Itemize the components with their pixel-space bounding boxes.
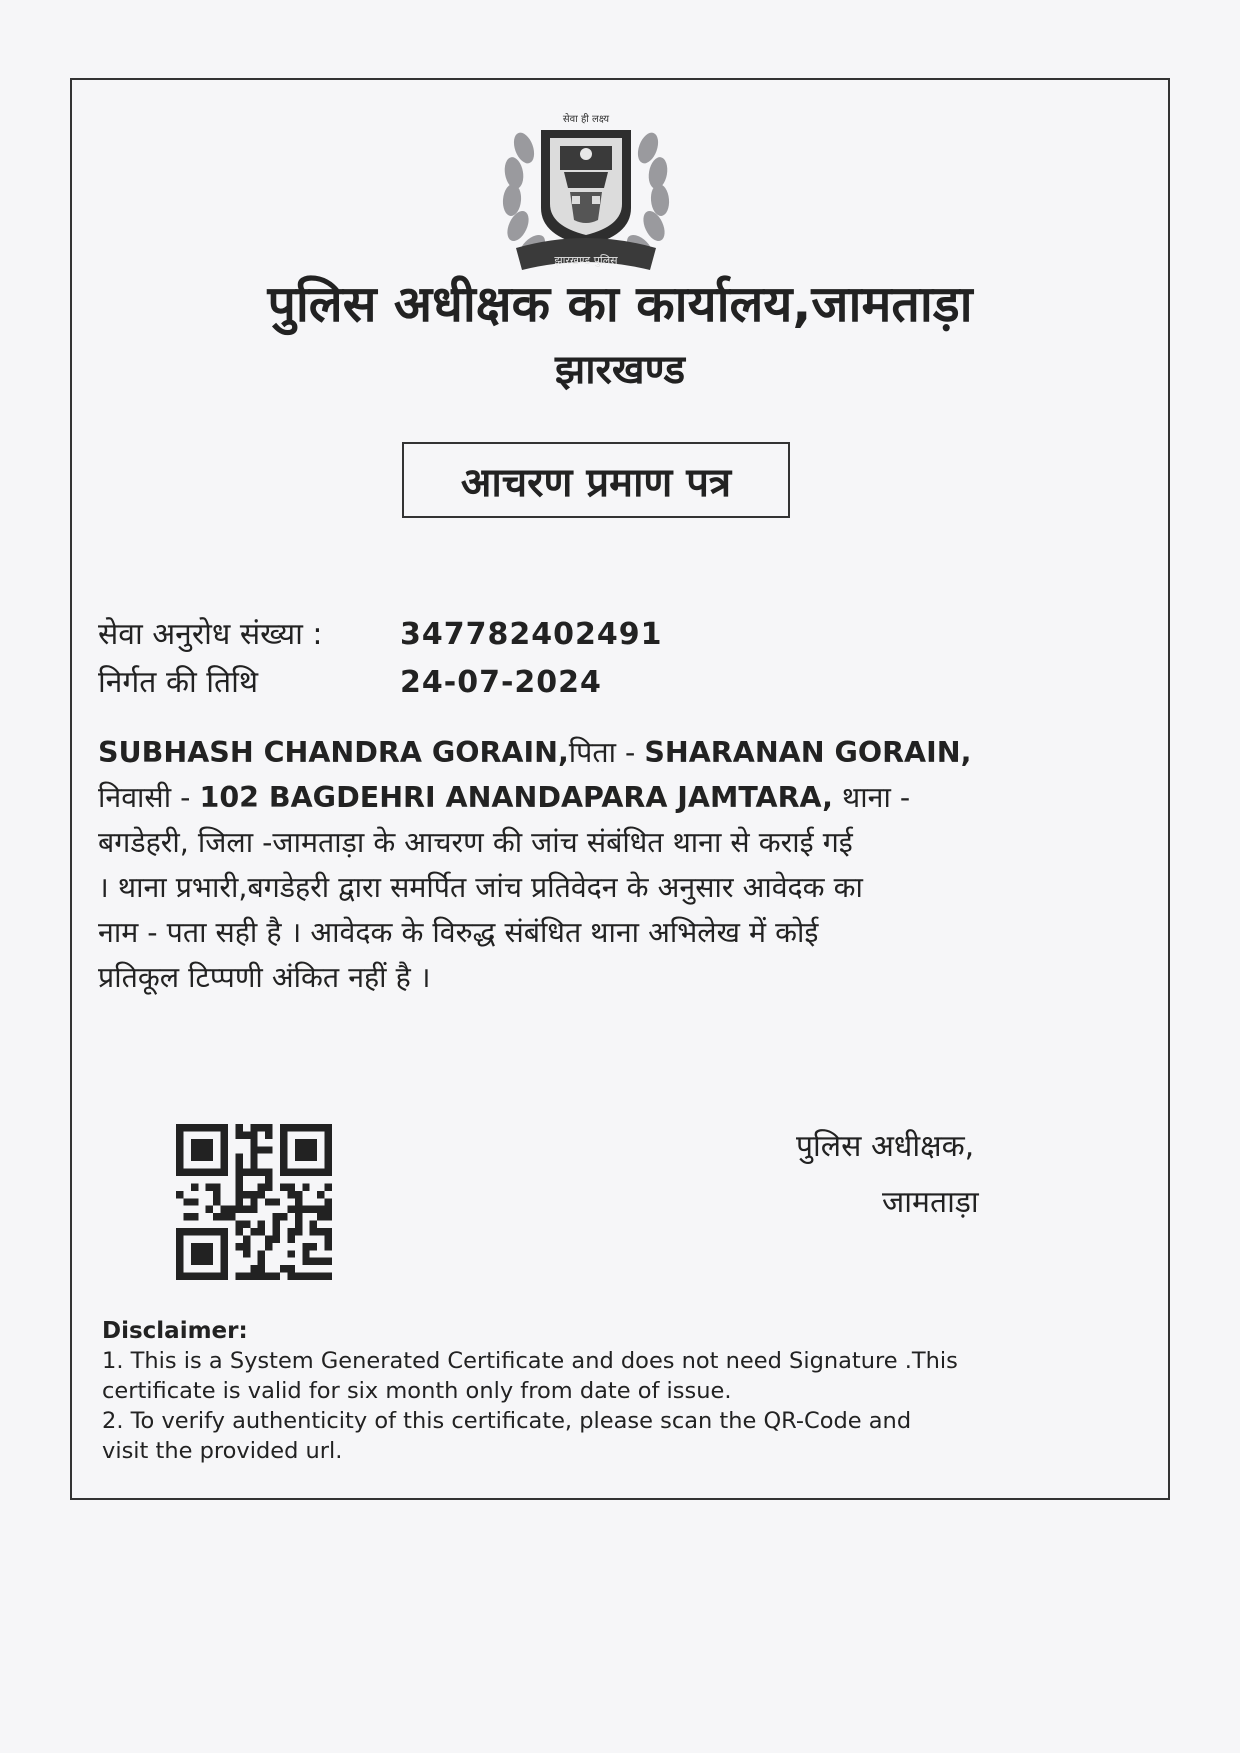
disclaimer-heading: Disclaimer:: [102, 1318, 248, 1344]
service-request-number: 347782402491: [400, 617, 663, 652]
certificate-body: [98, 730, 1138, 1000]
father-label: पिता -: [568, 736, 645, 769]
resident-label: निवासी -: [98, 781, 200, 814]
body-line-5: नाम - पता सही है । आवेदक के विरुद्ध संबंधित थाना अभिलेख में कोई: [98, 916, 819, 949]
issue-date-row: [98, 660, 602, 701]
body-line-2: [98, 775, 1138, 820]
svg-text:झारखण्ड पुलिस: झारखण्ड पुलिस: [554, 254, 618, 267]
issue-date-label: निर्गत की तिथि: [98, 665, 259, 700]
issue-date-value: 24-07-2024: [400, 665, 602, 700]
jharkhand-police-emblem: [486, 108, 686, 288]
signatory-title: पुलिस अधीक्षक,: [796, 1129, 975, 1164]
office-title: पुलिस अधीक्षक का कार्यालय,जामताड़ा: [267, 275, 973, 333]
thana-label: थाना -: [832, 781, 911, 814]
father-name: SHARANAN GORAIN,: [644, 736, 972, 769]
disclaimer-line-3: 2. To verify authenticity of this certificate, please scan the QR-Code and: [102, 1408, 912, 1434]
service-request-row: [98, 612, 663, 653]
certificate-title: आचरण प्रमाण पत्र: [402, 442, 790, 518]
applicant-name: SUBHASH CHANDRA GORAIN,: [98, 736, 569, 769]
disclaimer-line-4: visit the provided url.: [102, 1438, 343, 1464]
office-state: झारखण्ड: [554, 347, 686, 393]
signatory-place: जामताड़ा: [882, 1185, 979, 1220]
body-line-1: [98, 730, 1138, 775]
svg-text:सेवा ही लक्ष्य: सेवा ही लक्ष्य: [562, 114, 610, 125]
disclaimer-line-2: certificate is valid for six month only from date of issue.: [102, 1378, 732, 1404]
body-line-4: । थाना प्रभारी,बगडेहरी द्वारा समर्पित जांच प्रतिवेदन के अनुसार आवेदक का: [98, 871, 863, 904]
service-request-label: सेवा अनुरोध संख्या :: [98, 617, 323, 652]
address: 102 BAGDEHRI ANANDAPARA JAMTARA,: [199, 781, 833, 814]
disclaimer-line-1: 1. This is a System Generated Certificate and does not need Signature .This: [102, 1348, 958, 1374]
qr-code[interactable]: [174, 1124, 334, 1280]
body-line-6: प्रतिकूल टिप्पणी अंकित नहीं है ।: [98, 961, 431, 994]
body-line-3: बगडेहरी, जिला -जामताड़ा के आचरण की जांच संबंधित थाना से कराई गई: [98, 826, 853, 859]
